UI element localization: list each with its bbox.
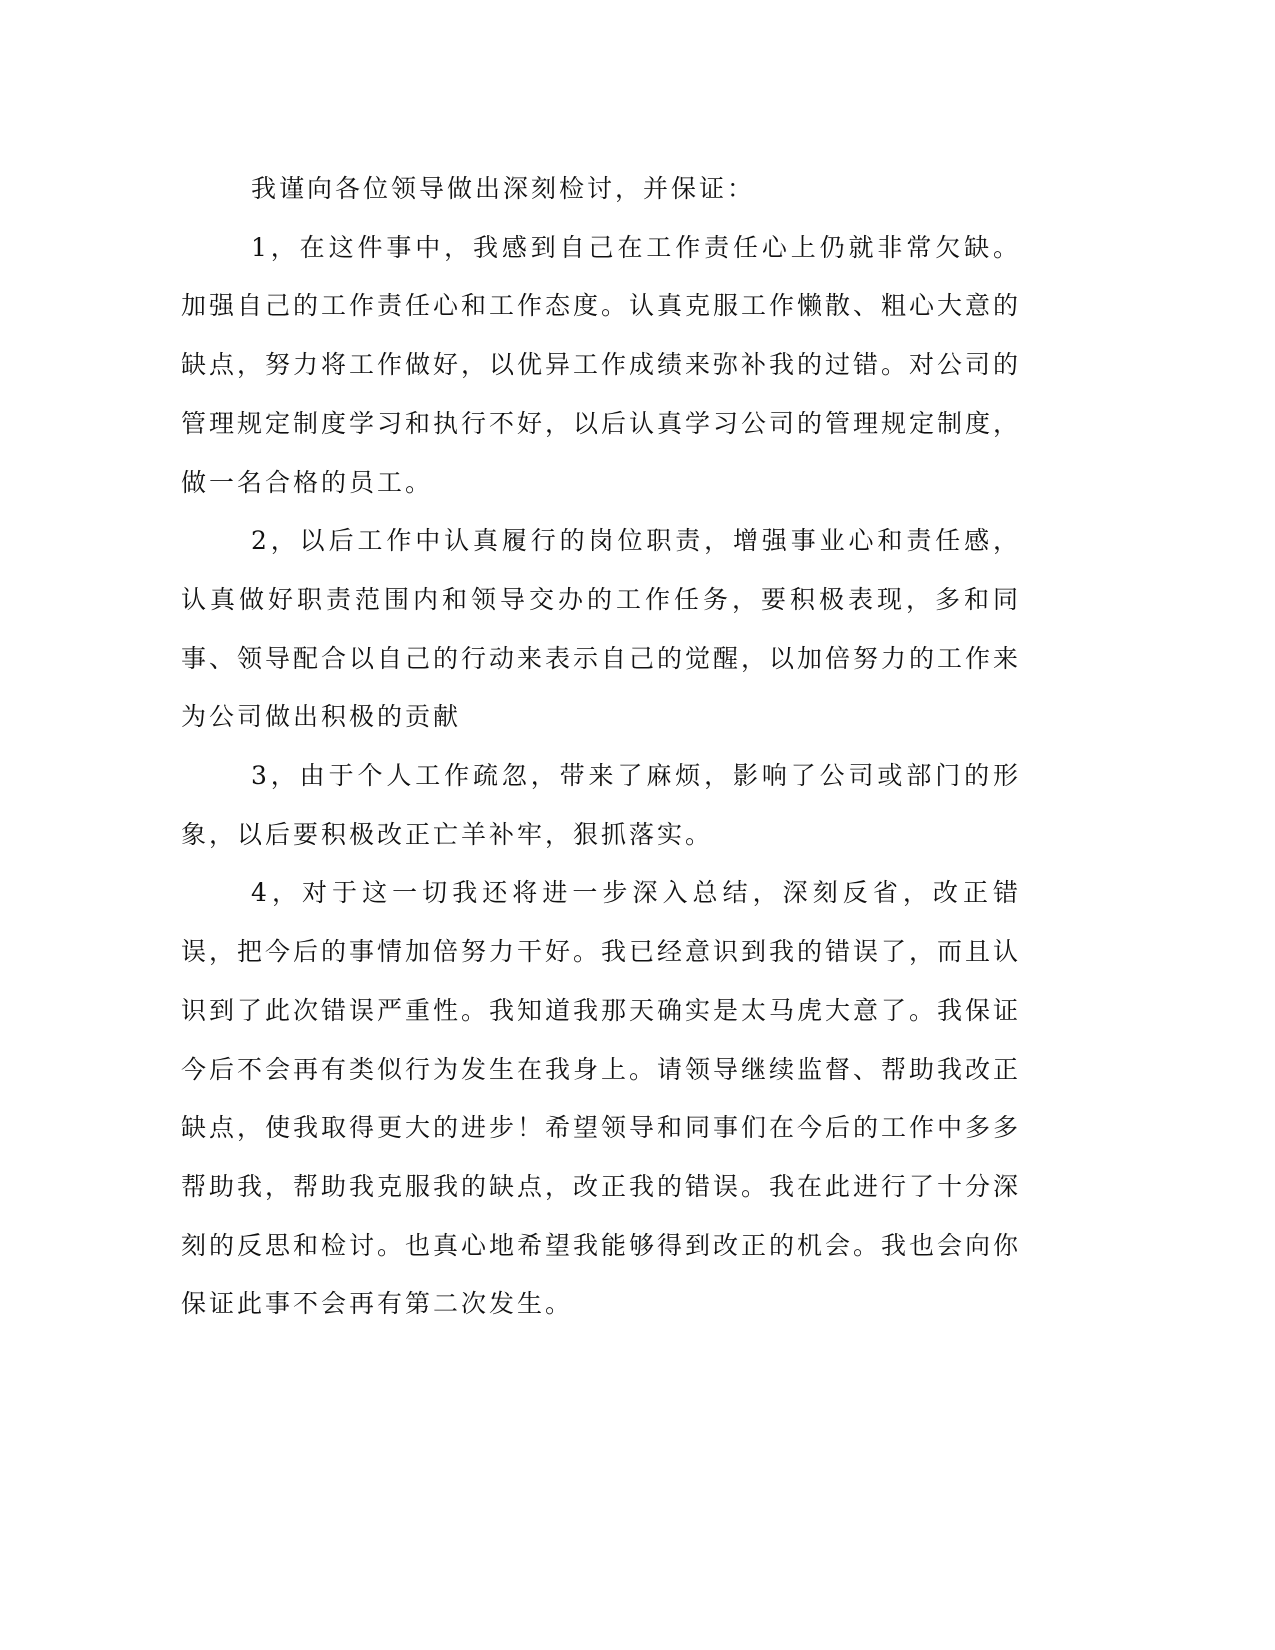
point-2-paragraph: 2，以后工作中认真履行的岗位职责，增强事业心和责任感，认真做好职责范围内和领导交办的工作任务，要积极表现，多和同事、领导配合以自己的行动来表示自己的觉醒，以加倍努力的工作来为公司做出积极的贡献	[181, 526, 1022, 732]
point-4-paragraph: 4，对于这一切我还将进一步深入总结，深刻反省，改正错误，把今后的事情加倍努力干好。我已经意识到我的错误了，而且认识到了此次错误严重性。我知道我那天确实是太马虎大意了。我保证今后不会再有类似行为发生在我身上。请领导继续监督、帮助我改正缺点，使我取得更大的进步！希望领导和同事们在今后的工作中多多帮助我，帮助我克服我的缺点，改正我的错误。我在此进行了十分深刻的反思和检讨。也真心地希望我能够得到改正的机会。我也会向你保证此事不会再有第二次发生。	[181, 878, 1022, 1319]
document-body	[181, 160, 1021, 1334]
point-1-paragraph: 1，在这件事中，我感到自己在工作责任心上仍就非常欠缺。加强自己的工作责任心和工作态度。认真克服工作懒散、粗心大意的缺点，努力将工作做好，以优异工作成绩来弥补我的过错。对公司的管理规定制度学习和执行不好，以后认真学习公司的管理规定制度，做一名合格的员工。	[181, 232, 1022, 497]
point-3-paragraph: 3，由于个人工作疏忽，带来了麻烦，影响了公司或部门的形象，以后要积极改正亡羊补牢，狠抓落实。	[181, 761, 1021, 849]
intro-paragraph: 我谨向各位领导做出深刻检讨，并保证：	[251, 174, 756, 203]
